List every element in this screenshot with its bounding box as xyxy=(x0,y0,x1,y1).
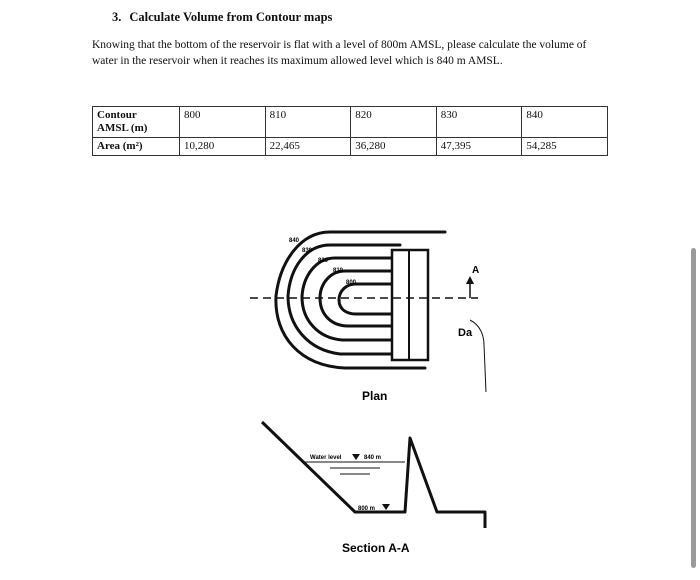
table-cell: 54,285 xyxy=(522,138,608,156)
contour-line-800 xyxy=(339,284,394,314)
dam-label-leader xyxy=(470,320,486,392)
section-marker-arrow xyxy=(466,276,474,284)
contour-line-830 xyxy=(288,245,400,354)
table-cell: 830 xyxy=(436,107,522,138)
water-level-value: 840 m xyxy=(364,455,382,461)
row-header-area: Area (m²) xyxy=(93,138,180,156)
table-cell: 820 xyxy=(351,107,437,138)
table-cell: 10,280 xyxy=(180,138,266,156)
table-cell: 840 xyxy=(522,107,608,138)
bottom-level-value: 800 m xyxy=(358,506,376,512)
bottom-level-marker-icon xyxy=(382,504,390,510)
row-header-line: Contour xyxy=(97,109,137,121)
section-ground-line xyxy=(262,422,485,528)
question-number: 3. xyxy=(112,10,122,24)
table-cell: 800 xyxy=(180,107,266,138)
contour-label: 840 xyxy=(289,238,300,244)
table-cell: 36,280 xyxy=(351,138,437,156)
water-level-marker-icon xyxy=(352,454,360,460)
scrollbar[interactable] xyxy=(691,248,696,568)
table-cell: 22,465 xyxy=(265,138,351,156)
section-label: Section A-A xyxy=(342,541,410,555)
contour-label: 810 xyxy=(333,268,344,274)
dam-label: Da xyxy=(458,327,473,339)
contour-label: 830 xyxy=(302,248,313,254)
question-text: Knowing that the bottom of the reservoir is flat with a level of 800m AMSL, please calculate the volume of water in the reservoir when it reaches its maximum allowed level which is 840 m AMSL. xyxy=(92,39,587,67)
question-title-text: Calculate Volume from Contour maps xyxy=(129,10,333,24)
contour-label: 820 xyxy=(318,258,329,264)
section-marker-label: A xyxy=(472,265,480,276)
table-cell: 810 xyxy=(265,107,351,138)
row-header-line: AMSL (m) xyxy=(97,122,148,134)
table-cell: 47,395 xyxy=(436,138,522,156)
plan-label: Plan xyxy=(362,389,388,403)
contour-label: 800 xyxy=(346,280,357,286)
water-level-label: Water level xyxy=(310,455,342,461)
dam-section-outline xyxy=(405,438,437,512)
